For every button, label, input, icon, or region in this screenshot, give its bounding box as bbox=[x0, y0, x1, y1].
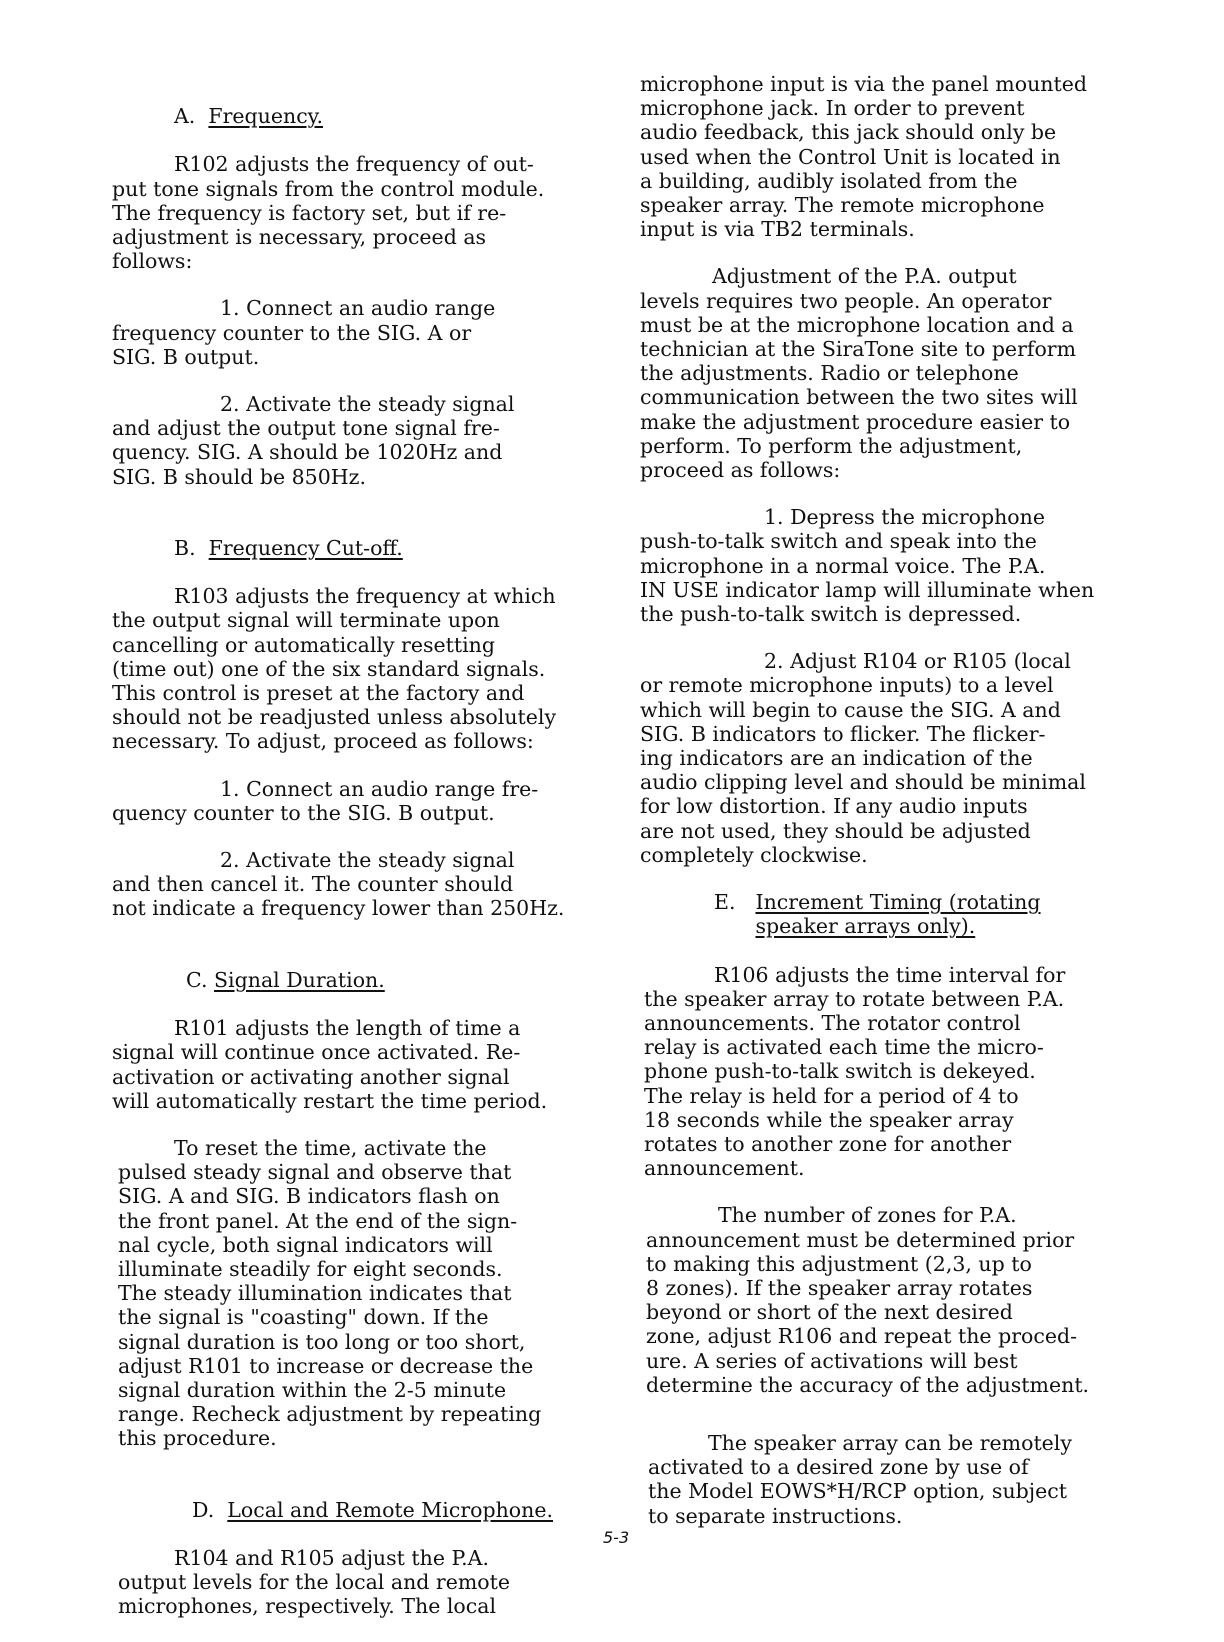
section-d-step-1: 1. Depress the microphone push-to-talk switch and speak into the microphone in a normal voice. The P.A. IN USE indicator lamp will illuminate when the push-to-talk switch is depressed. bbox=[640, 505, 1095, 627]
section-b-title: Frequency Cut-off. bbox=[208, 536, 403, 561]
left-column bbox=[112, 80, 608, 1642]
section-c-para-2: To reset the time, activate the pulsed steady signal and observe that SIG. A and SIG. B indicators flash on the front panel. At the end of the sign- nal cycle, both signal indicators will illuminate steadily for eight seconds. The steady illumination indicates that the signal is "coasting" down. If the signal duration is too long or too short, adjust R101 to increase or decrease the signal duration within the 2-5 minute range. Recheck adjustment by repeating this procedure. bbox=[118, 1135, 542, 1451]
section-e-letter: E. bbox=[714, 890, 736, 915]
section-b-intro: R103 adjusts the frequency at which the output signal will terminate upon cancelling or automatically resetting (time out) one of the six standard signals. This control is preset at the factory and should not be readjusted unless absolutely necessary. To adjust, proceed as follows: bbox=[112, 584, 557, 754]
section-d-heading bbox=[192, 1474, 608, 1522]
section-a-title: Frequency. bbox=[208, 104, 324, 129]
section-e-para-3: The speaker array can be remotely activated to a desired zone by use of the Model EOWS*H/RCP option, subject to separate instructions. bbox=[648, 1430, 1072, 1528]
section-a-letter: A. bbox=[174, 104, 196, 129]
section-a-heading bbox=[174, 80, 608, 128]
section-a-intro: R102 adjusts the frequency of out- put tone signals from the control module. The frequency is factory set, but if re- adjustment is necessary, proceed as follows: bbox=[112, 152, 545, 274]
right-column bbox=[640, 72, 1130, 1551]
section-b-step-1: 1. Connect an audio range fre- quency counter to the SIG. B output. bbox=[112, 776, 539, 825]
section-b-letter: B. bbox=[174, 536, 196, 561]
section-c-heading bbox=[186, 944, 608, 992]
section-c-para-1: R101 adjusts the length of time a signal will continue once activated. Re- activation or activating another signal will automatically restart the time period. bbox=[112, 1016, 548, 1113]
section-d-para-1a: R104 and R105 adjust the P.A. output levels for the local and remote microphones, respectively. The local bbox=[118, 1545, 511, 1619]
section-a-step-1: 1. Connect an audio range frequency counter to the SIG. A or SIG. B output. bbox=[112, 296, 496, 369]
page-number: 5-3 bbox=[603, 1528, 630, 1547]
section-b-step-2: 2. Activate the steady signal and then cancel it. The counter should not indicate a frequency lower than 250Hz. bbox=[112, 848, 565, 921]
section-c-letter: C. bbox=[186, 967, 208, 992]
section-c-title: Signal Duration. bbox=[214, 967, 385, 992]
section-d-step-2: 2. Adjust R104 or R105 (local or remote microphone inputs) to a level which will begin to cause the SIG. A and SIG. B indicators to flicker. The flicker- ing indicators are an indication of the audio clipping level and should be minimal for low distortion. If any audio inputs are not used, they should be adjusted completely clockwise. bbox=[640, 649, 1086, 867]
section-b-heading bbox=[174, 512, 608, 560]
section-d-letter: D. bbox=[192, 1497, 215, 1522]
section-e-title: Increment Timing (rotating speaker arrays only). bbox=[755, 890, 1041, 939]
section-d-para-2: Adjustment of the P.A. output levels requires two people. An operator must be at the microphone location and a technician at the SiraTone site to perform the adjustments. Radio or telephone communication between the two sites will make the adjustment procedure easier to perform. To perform the adjustment, proceed as follows: bbox=[640, 264, 1078, 483]
section-e-heading bbox=[714, 890, 1130, 938]
section-e-para-2: The number of zones for P.A. announcement must be determined prior to making this adjustment (2,3, up to 8 zones). If the speaker array rotates beyond or short of the next desired zone, adjust R106 and repeat the proced- ure. A series of activations will best determine the accuracy of the adjustment. bbox=[646, 1203, 1090, 1397]
section-a-step-2: 2. Activate the steady signal and adjust the output tone signal fre- quency. SIG. A should be 1020Hz and SIG. B should be 850Hz. bbox=[112, 392, 515, 489]
section-d-title: Local and Remote Microphone. bbox=[227, 1497, 553, 1522]
section-e-para-1: R106 adjusts the time interval for the speaker array to rotate between P.A. announcements. The rotator control relay is activated each time the micro- phone push-to-talk switch is dekeyed. The relay is held for a period of 4 to 18 seconds while the speaker array rotates to another zone for another announcement. bbox=[644, 962, 1066, 1181]
section-d-para-1b: microphone input is via the panel mounted microphone jack. In order to prevent audio feedback, this jack should only be used when the Control Unit is located in a building, audibly isolated from the speaker array. The remote microphone input is via TB2 terminals. bbox=[640, 72, 1087, 242]
